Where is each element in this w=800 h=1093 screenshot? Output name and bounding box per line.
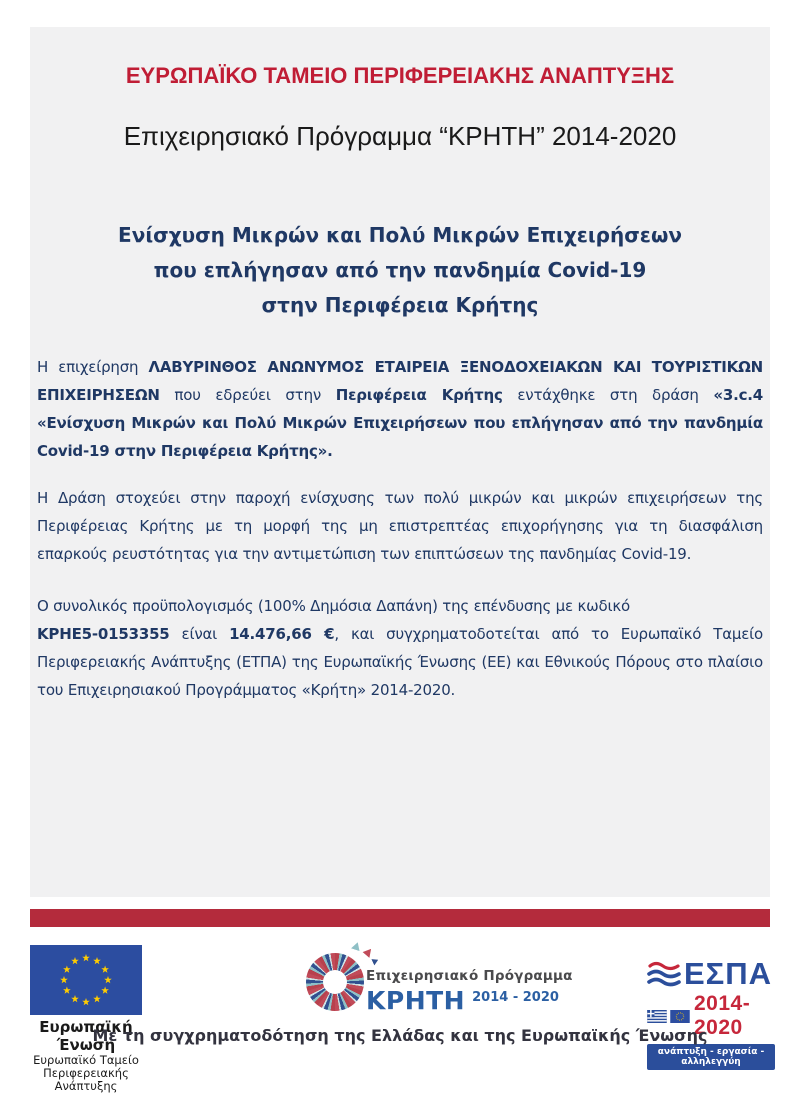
espa-name: ΕΣΠΑ: [684, 956, 773, 991]
crete-logo-years: 2014 - 2020: [472, 990, 559, 1005]
action-heading-line-2: που επλήγησαν από την πανδημία Covid-19: [153, 258, 647, 282]
confetti-icon: [351, 941, 362, 951]
eu-mini-flag-icon: [670, 1010, 690, 1023]
confetti-icon: [362, 946, 374, 958]
greek-flag-icon: [647, 1010, 667, 1023]
espa-waves-icon: [647, 959, 681, 989]
fund-title: ΕΥΡΩΠΑΪΚΟ ΤΑΜΕΙΟ ΠΕΡΙΦΕΡΕΙΑΚΗΣ ΑΝΑΠΤΥΞΗΣ: [125, 63, 675, 88]
divider-bar: [30, 909, 770, 927]
crete-logo-text: [366, 968, 573, 1015]
paragraph-company: Η επιχείρηση ΛΑΒΥΡΙΝΘΟΣ ΑΝΩΝΥΜΟΣ ΕΤΑΙΡΕΙΑ ΞΕΝΟΔΟΧΕΙΑΚΩΝ ΚΑΙ ΤΟΥΡΙΣΤΙΚΩΝ ΕΠΙΧΕΙΡΗΣΕΩΝ που εδρεύει στην Περιφέρεια Κρήτης εντάχθηκε στη δράση «3.c.4 «Ενίσχυση Μικρών και Πολύ Μικρών Επιχειρήσεων που επλήγησαν από την πανδημία Covid-19 στην Περιφέρεια Κρήτης».: [37, 358, 764, 460]
program-title: Επιχειρησιακό Πρόγραμμα “ΚΡΗΤΗ” 2014-2020: [123, 121, 677, 151]
content-panel: [30, 27, 770, 897]
crete-burst-icon: [306, 953, 364, 1011]
action-heading-line-1: Ενίσχυση Μικρών και Πολύ Μικρών Επιχειρήσεων: [118, 223, 682, 247]
paragraph-action-goal: Η Δράση στοχεύει στην παροχή ενίσχυσης των πολύ μικρών και μικρών επιχειρήσεων της Περιφέρειας Κρήτης με τη μορφή της μη επιστρεπτέας επιχορήγησης για τη διασφάλιση επαρκούς ρευστότητας για την αντιμετώπιση των επιπτώσεων της πανδημίας Covid-19.: [37, 489, 763, 563]
cofinancing-text: Με τη συγχρηματοδότηση της Ελλάδας και της Ευρωπαϊκής Ένωσης: [92, 1026, 708, 1045]
paragraph-budget: Ο συνολικός προϋπολογισμός (100% Δημόσια Δαπάνη) της επένδυσης με κωδικό ΚΡΗΕ5-0153355 είναι 14.476,66 €, και συγχρηματοδοτείται από το Ευρωπαϊκό Ταμείο Περιφερειακής Ανάπτυξης (ΕΤΠΑ) της Ευρωπαϊκής Ένωσης (ΕΕ) και Εθνικούς Πόρους στο πλαίσιο του Επιχειρησιακού Προγράμματος «Κρήτη» 2014-2020.: [37, 597, 763, 699]
eu-logo-subtitle-1: Ευρωπαϊκό Ταμείο: [33, 1053, 139, 1067]
crete-logo-name: ΚΡΗΤΗ: [366, 986, 466, 1015]
espa-years: 2014-2020: [694, 992, 751, 1039]
eu-logo-title: Ευρωπαϊκή Ένωση: [39, 1018, 133, 1054]
eu-flag-icon: [30, 945, 142, 1015]
crete-logo-label: Επιχειρησιακό Πρόγραμμα: [366, 968, 573, 984]
espa-logo: [647, 958, 777, 1070]
action-heading: [30, 218, 770, 323]
action-heading-line-3: στην Περιφέρεια Κρήτης: [261, 293, 539, 317]
confetti-icon: [371, 957, 379, 966]
espa-tagline: ανάπτυξη - εργασία - αλληλεγγύη: [647, 1044, 775, 1070]
eu-logo-subtitle-2: Περιφερειακής Ανάπτυξης: [43, 1066, 129, 1093]
